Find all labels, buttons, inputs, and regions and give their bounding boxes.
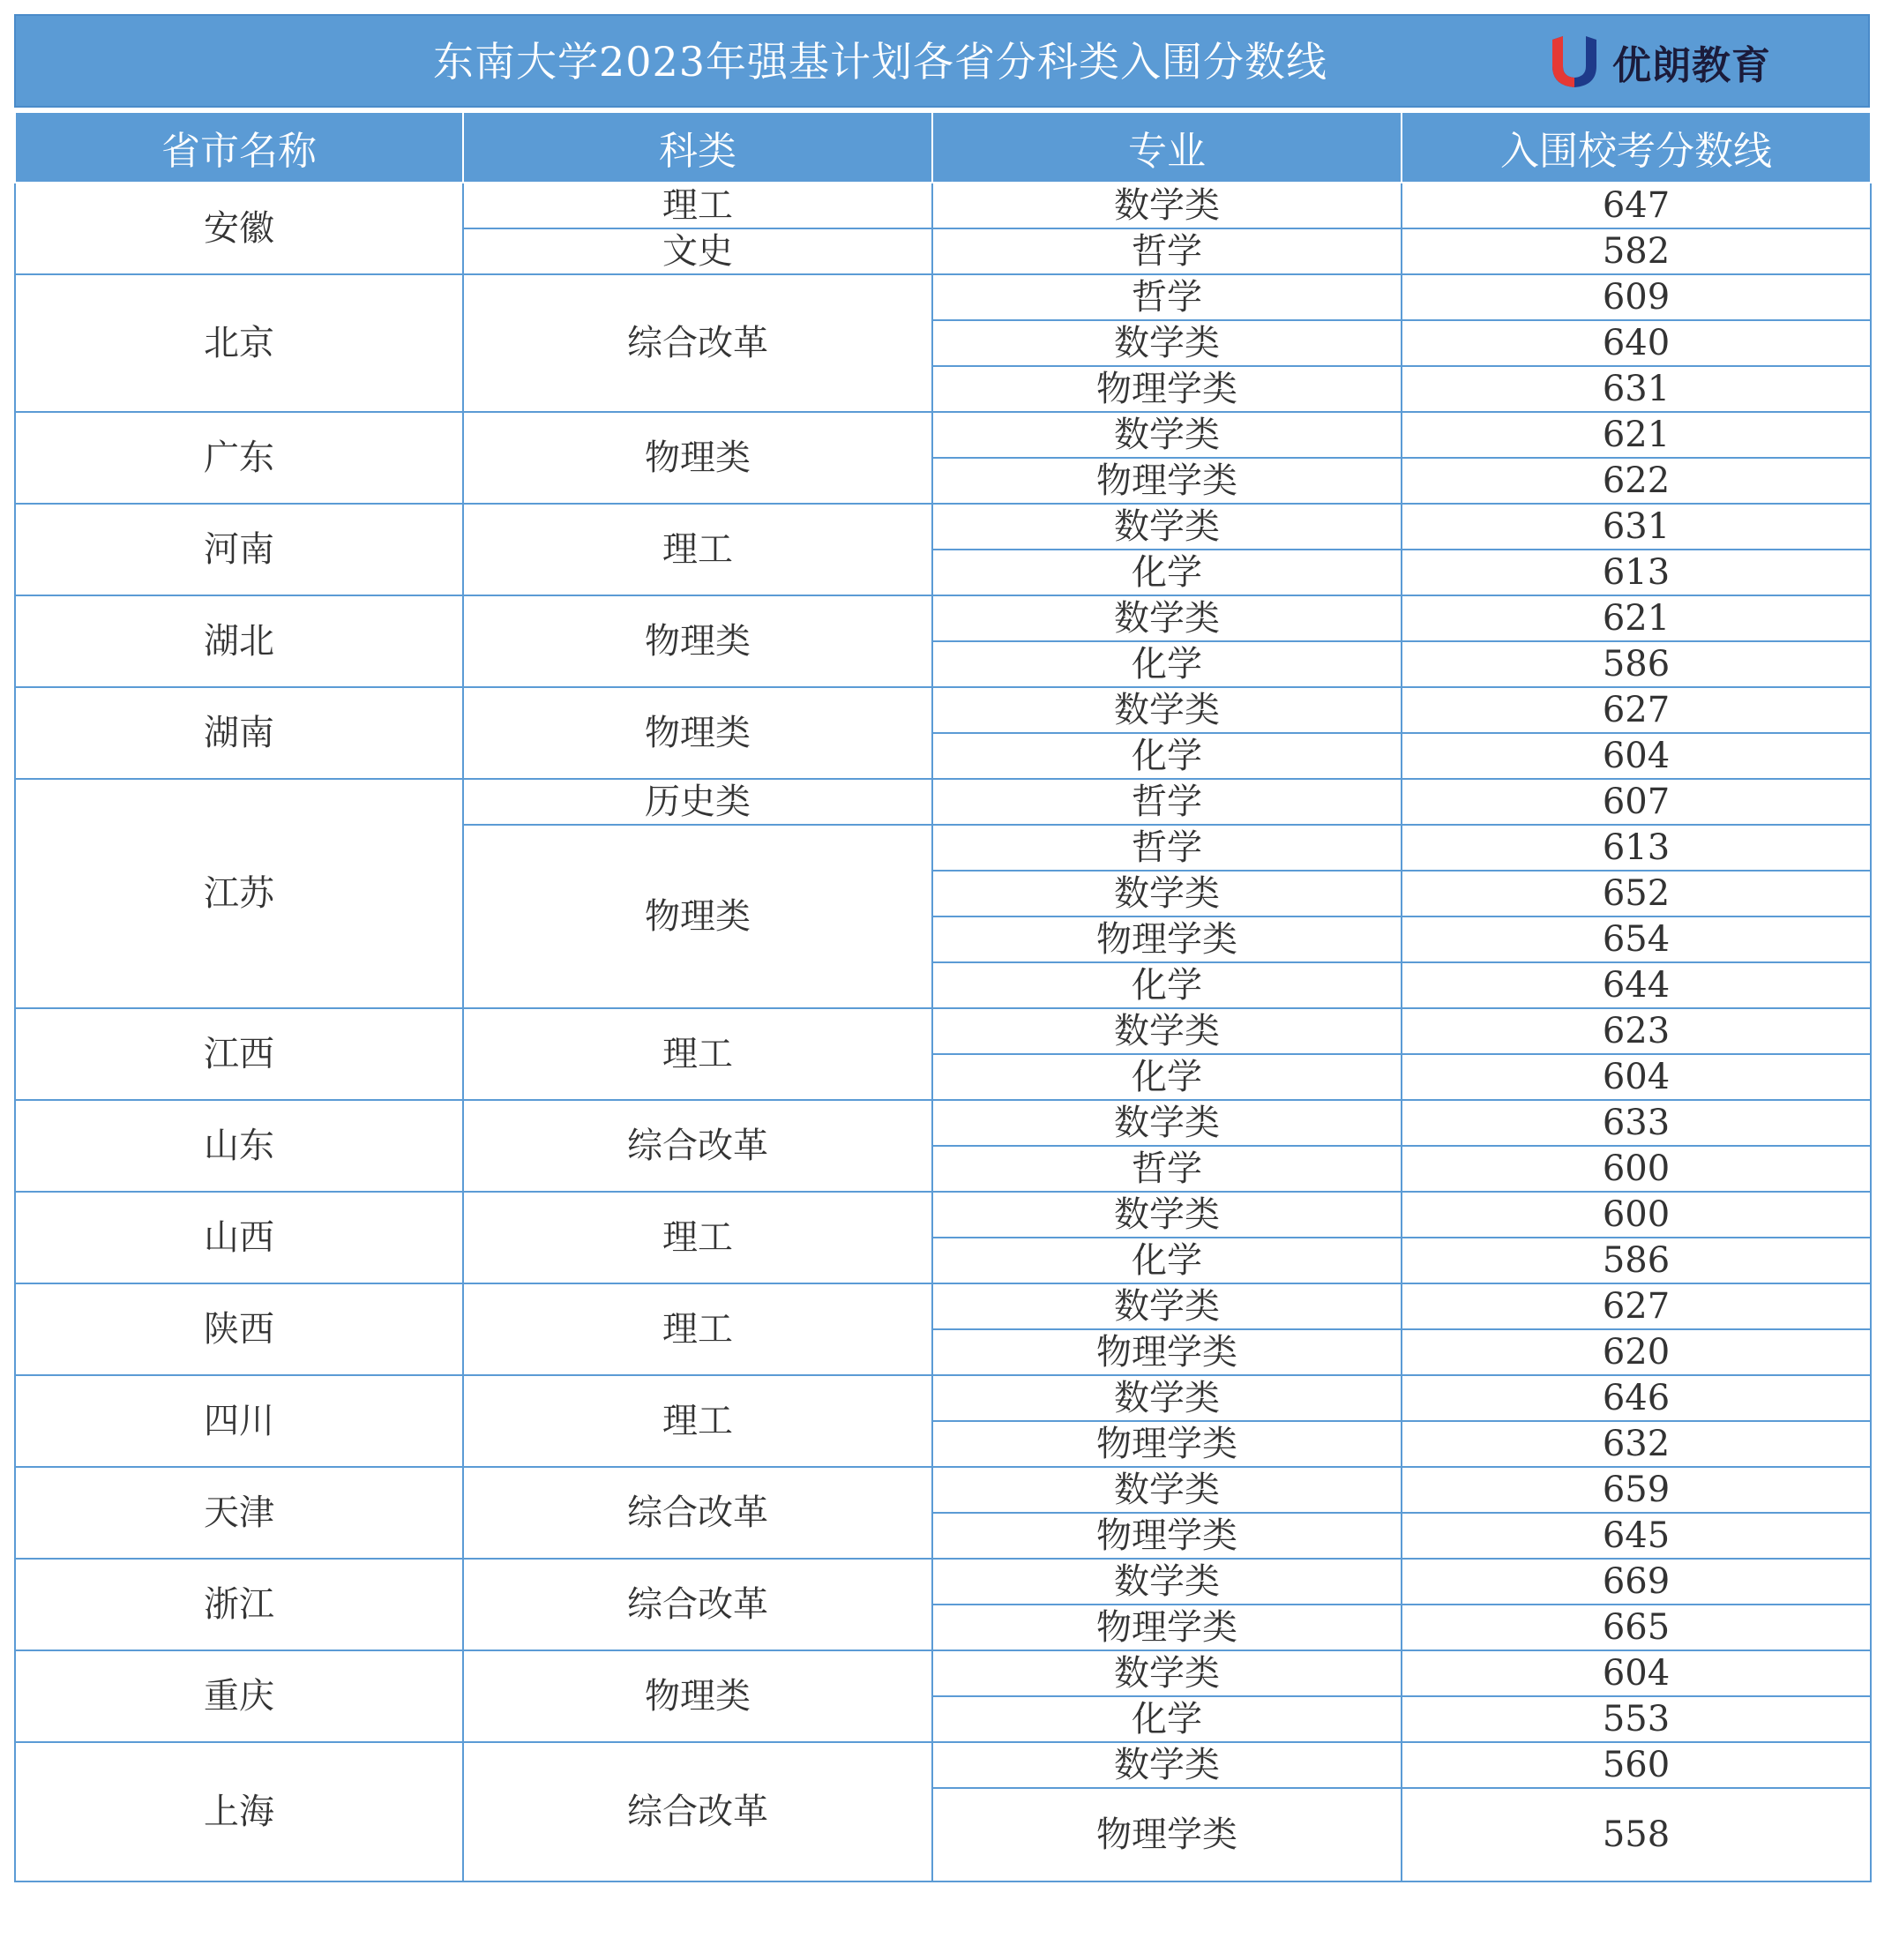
score-cell: 560 (1402, 1742, 1871, 1788)
score-cell: 604 (1402, 1650, 1871, 1696)
major-cell: 数学类 (932, 1375, 1402, 1421)
score-cell: 620 (1402, 1329, 1871, 1375)
table-row (15, 1192, 1871, 1238)
table-row (15, 274, 1871, 320)
category-cell: 理工 (463, 1375, 932, 1467)
province-cell: 山西 (15, 1192, 463, 1283)
page-title: 东南大学2023年强基计划各省分科类入围分数线 (432, 38, 1328, 86)
province-cell: 广东 (15, 412, 463, 504)
major-cell: 哲学 (932, 274, 1402, 320)
province-cell: 安徽 (15, 183, 463, 274)
major-cell: 数学类 (932, 1283, 1402, 1329)
major-cell: 数学类 (932, 504, 1402, 550)
table-row (15, 1650, 1871, 1696)
header-province: 省市名称 (15, 112, 463, 183)
score-cell: 558 (1402, 1788, 1871, 1881)
score-cell: 646 (1402, 1375, 1871, 1421)
score-cell: 633 (1402, 1100, 1871, 1146)
major-cell: 数学类 (932, 412, 1402, 458)
table-row (15, 1100, 1871, 1146)
category-cell: 物理类 (463, 825, 932, 1008)
major-cell: 物理学类 (932, 366, 1402, 412)
province-cell: 江西 (15, 1008, 463, 1100)
score-cell: 659 (1402, 1467, 1871, 1513)
major-cell: 数学类 (932, 183, 1402, 228)
score-cell: 621 (1402, 412, 1871, 458)
major-cell: 化学 (932, 1696, 1402, 1742)
score-cell: 621 (1402, 595, 1871, 641)
province-cell: 天津 (15, 1467, 463, 1559)
table-header-row (15, 112, 1871, 183)
table-row (15, 412, 1871, 458)
major-cell: 物理学类 (932, 1788, 1402, 1881)
category-cell: 物理类 (463, 687, 932, 779)
major-cell: 数学类 (932, 595, 1402, 641)
table-row (15, 595, 1871, 641)
score-cell: 609 (1402, 274, 1871, 320)
category-cell: 综合改革 (463, 1742, 932, 1881)
province-cell: 四川 (15, 1375, 463, 1467)
score-cell: 622 (1402, 458, 1871, 504)
score-cell: 652 (1402, 871, 1871, 916)
major-cell: 数学类 (932, 1742, 1402, 1788)
province-cell: 浙江 (15, 1559, 463, 1650)
table-row (15, 1559, 1871, 1605)
category-cell: 文史 (463, 228, 932, 274)
table-row (15, 779, 1871, 825)
major-cell: 物理学类 (932, 1421, 1402, 1467)
province-cell: 陕西 (15, 1283, 463, 1375)
province-cell: 重庆 (15, 1650, 463, 1742)
score-cell: 645 (1402, 1513, 1871, 1559)
score-cell: 631 (1402, 366, 1871, 412)
major-cell: 物理学类 (932, 1329, 1402, 1375)
major-cell: 物理学类 (932, 916, 1402, 962)
category-cell: 综合改革 (463, 1559, 932, 1650)
province-cell: 上海 (15, 1742, 463, 1881)
major-cell: 哲学 (932, 1146, 1402, 1192)
score-cell: 627 (1402, 687, 1871, 733)
major-cell: 化学 (932, 962, 1402, 1008)
score-cell: 604 (1402, 733, 1871, 779)
score-table (14, 111, 1872, 1882)
score-cell: 582 (1402, 228, 1871, 274)
table-row (15, 1008, 1871, 1054)
table-row (15, 1283, 1871, 1329)
score-cell: 654 (1402, 916, 1871, 962)
score-cell: 613 (1402, 550, 1871, 595)
score-cell: 669 (1402, 1559, 1871, 1605)
category-cell: 综合改革 (463, 1467, 932, 1559)
score-cell: 607 (1402, 779, 1871, 825)
category-cell: 物理类 (463, 595, 932, 687)
table-row (15, 504, 1871, 550)
province-cell: 湖北 (15, 595, 463, 687)
province-cell: 江苏 (15, 779, 463, 1008)
category-cell: 历史类 (463, 779, 932, 825)
logo-text: 优朗教育 (1612, 43, 1771, 88)
major-cell: 化学 (932, 1238, 1402, 1283)
category-cell: 综合改革 (463, 274, 932, 412)
score-cell: 623 (1402, 1008, 1871, 1054)
table-row (15, 1467, 1871, 1513)
major-cell: 数学类 (932, 687, 1402, 733)
category-cell: 理工 (463, 1008, 932, 1100)
category-cell: 物理类 (463, 412, 932, 504)
major-cell: 化学 (932, 733, 1402, 779)
score-cell: 604 (1402, 1054, 1871, 1100)
score-cell: 665 (1402, 1605, 1871, 1650)
score-cell: 640 (1402, 320, 1871, 366)
score-cell: 600 (1402, 1146, 1871, 1192)
major-cell: 哲学 (932, 228, 1402, 274)
score-cell: 600 (1402, 1192, 1871, 1238)
header-major: 专业 (932, 112, 1402, 183)
major-cell: 数学类 (932, 1467, 1402, 1513)
major-cell: 数学类 (932, 320, 1402, 366)
category-cell: 理工 (463, 1283, 932, 1375)
score-cell: 644 (1402, 962, 1871, 1008)
major-cell: 物理学类 (932, 1513, 1402, 1559)
major-cell: 数学类 (932, 1650, 1402, 1696)
major-cell: 哲学 (932, 779, 1402, 825)
major-cell: 化学 (932, 550, 1402, 595)
header-score: 入围校考分数线 (1402, 112, 1871, 183)
major-cell: 数学类 (932, 1192, 1402, 1238)
province-cell: 北京 (15, 274, 463, 412)
major-cell: 哲学 (932, 825, 1402, 871)
major-cell: 数学类 (932, 1100, 1402, 1146)
score-cell: 632 (1402, 1421, 1871, 1467)
score-cell: 627 (1402, 1283, 1871, 1329)
header-category: 科类 (463, 112, 932, 183)
major-cell: 数学类 (932, 1559, 1402, 1605)
score-cell: 553 (1402, 1696, 1871, 1742)
province-cell: 河南 (15, 504, 463, 595)
brand-logo (1547, 28, 1771, 95)
major-cell: 化学 (932, 1054, 1402, 1100)
province-cell: 山东 (15, 1100, 463, 1192)
major-cell: 数学类 (932, 871, 1402, 916)
title-bar (14, 14, 1870, 108)
score-cell: 586 (1402, 641, 1871, 687)
score-cell: 586 (1402, 1238, 1871, 1283)
major-cell: 物理学类 (932, 458, 1402, 504)
score-sheet (14, 14, 1870, 1882)
table-row (15, 687, 1871, 733)
table-row (15, 183, 1871, 228)
score-cell: 647 (1402, 183, 1871, 228)
score-cell: 631 (1402, 504, 1871, 550)
score-cell: 613 (1402, 825, 1871, 871)
table-row (15, 1375, 1871, 1421)
major-cell: 化学 (932, 641, 1402, 687)
province-cell: 湖南 (15, 687, 463, 779)
category-cell: 理工 (463, 183, 932, 228)
youlang-logo-icon (1547, 33, 1602, 91)
category-cell: 综合改革 (463, 1100, 932, 1192)
major-cell: 数学类 (932, 1008, 1402, 1054)
category-cell: 理工 (463, 504, 932, 595)
major-cell: 物理学类 (932, 1605, 1402, 1650)
table-row (15, 1742, 1871, 1788)
category-cell: 理工 (463, 1192, 932, 1283)
category-cell: 物理类 (463, 1650, 932, 1742)
